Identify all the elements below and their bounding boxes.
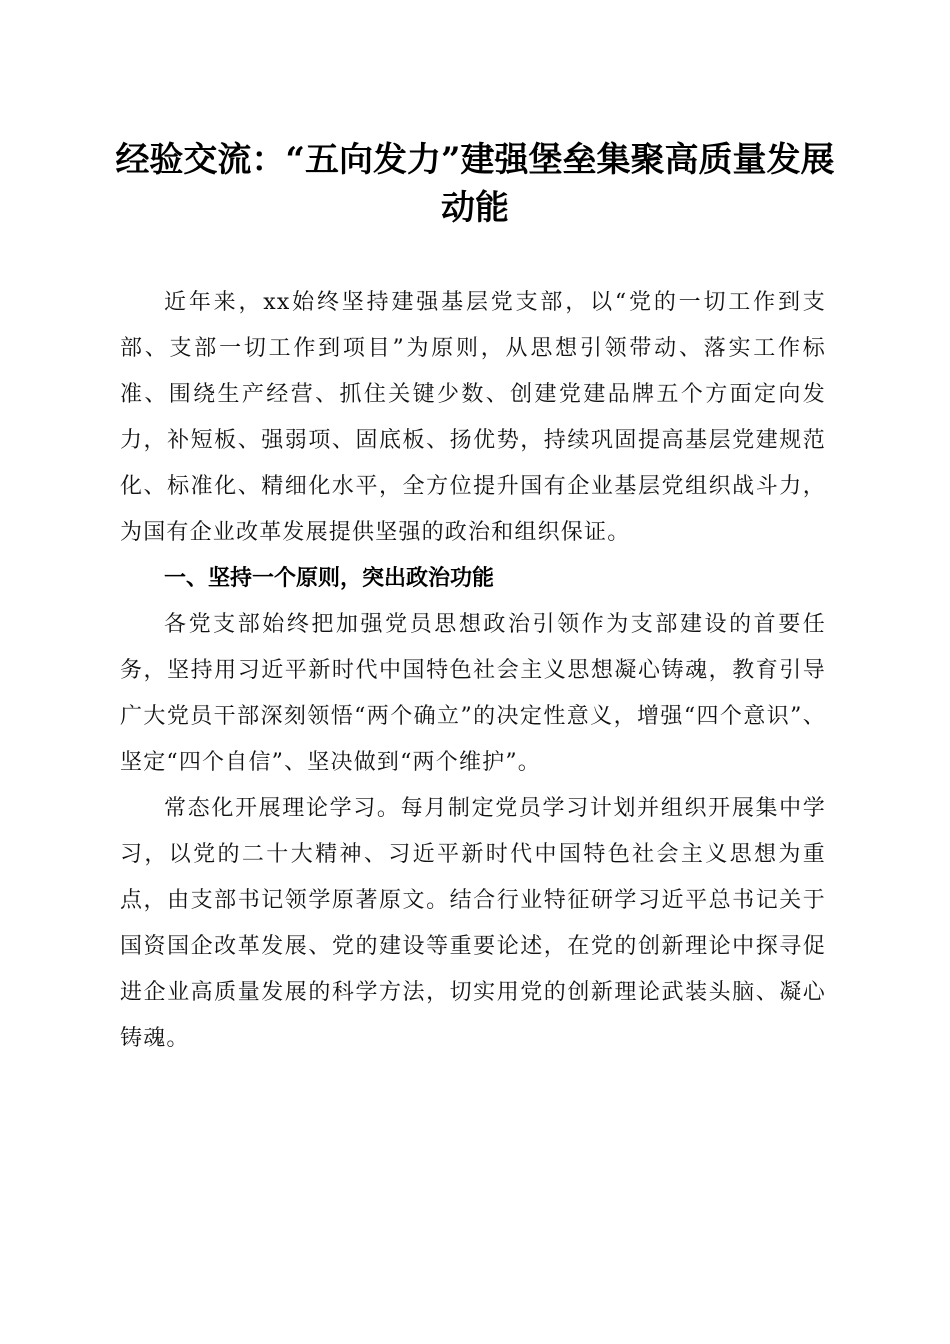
document-title: 经验交流：“五向发力”建强堡垒集聚高质量发展动能 [115,140,835,228]
intro-paragraph: 近年来，xx始终坚持建强基层党支部，以“党的一切工作到支部、支部一切工作到项目”为原则，从思想引领带动、落实工作标准、围绕生产经营、抓住关键少数、创建党建品牌五个方面定向发力，补短板、强弱项、固底板、扬优势，持续巩固提高基层党建规范化、标准化、精细化水平，全方位提升国有企业基层党组织战斗力，为国有企业改革发展提供坚强的政治和组织保证。 [120,290,826,545]
document-body [120,280,826,1062]
section-heading: 一、坚持一个原则，突出政治功能 [164,566,495,591]
body-paragraph: 各党支部始终把加强党员思想政治引领作为支部建设的首要任务，坚持用习近平新时代中国特色社会主义思想凝心铸魂，教育引导广大党员干部深刻领悟“两个确立”的决定性意义，增强“四个意识”、坚定“四个自信”、坚决做到“两个维护”。 [120,612,826,775]
body-paragraph: 常态化开展理论学习。每月制定党员学习计划并组织开展集中学习，以党的二十大精神、习近平新时代中国特色社会主义思想为重点，由支部书记领学原著原文。结合行业特征研学习近平总书记关于国资国企改革发展、党的建设等重要论述，在党的创新理论中探寻促进企业高质量发展的科学方法，切实用党的创新理论武装头脑、凝心铸魂。 [120,796,826,1051]
